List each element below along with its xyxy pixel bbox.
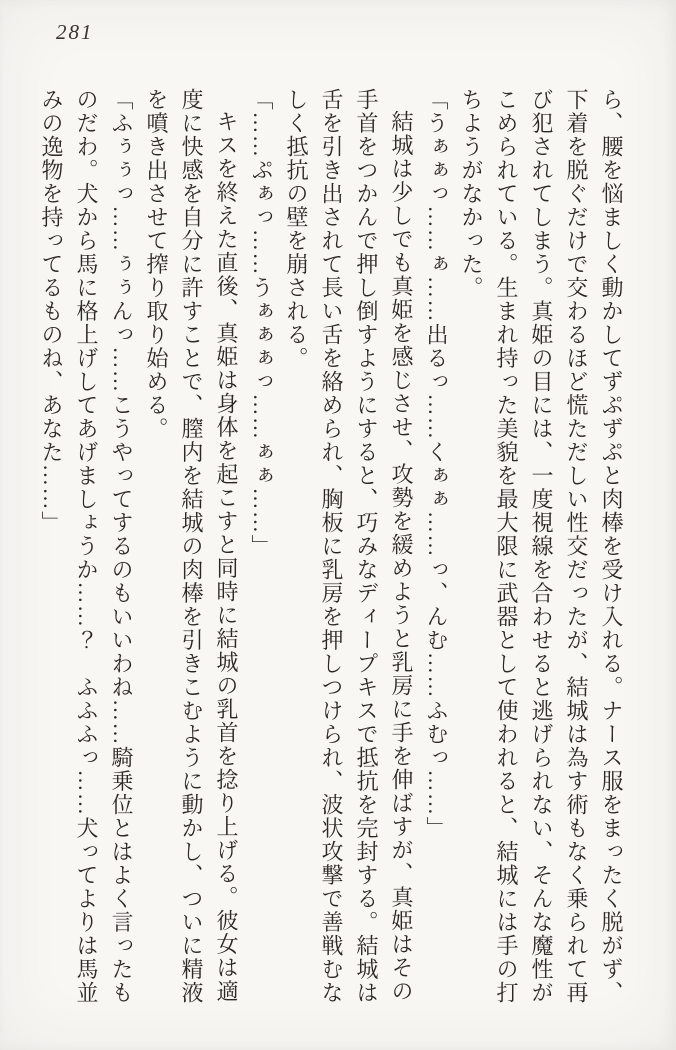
dialogue-paragraph: 「ふぅぅっ……ぅぅんっ……こうやってするのもいいわね……騎乗位とはよく言ったものだわ。犬から馬に格上げしてあげましょうか……？ ふふふっ……犬ってよりは馬並みの逸物を持ってるものね、あなた……」 xyxy=(39,88,134,1005)
body-text-block xyxy=(33,88,629,1012)
narrative-paragraph: ら、腰を悩ましく動かしてずぷずぷと肉棒を受け入れる。ナース服をまったく脱がず、下着を脱ぐだけで交わるほど慌ただしい性交だったが、結城は為す術もなく乗られて再び犯されてしまう。真姫の目には、一度視線を合わせると逃げられない、そんな魔性がこめられている。生まれ持った美貌を最大限に武器として使われると、結城には手の打ちようがなかった。 xyxy=(459,88,624,1005)
narrative-paragraph: 結城は少しでも真姫を感じさせ、攻勢を緩めようと乳房に手を伸ばすが、真姫はその手首をつかんで押し倒すようにすると、巧みなディープキスで抵抗を完封する。結城は舌を引き出されて長い舌を絡められ、胸板に乳房を押しつけられ、波状攻撃で善戦むなしく抵抗の壁を崩される。 xyxy=(284,88,414,1005)
narrative-paragraph: キスを終えた直後、真姫は身体を起こすと同時に結城の乳首を捻り上げる。彼女は適度に快感を自分に許すことで、膣内を結城の肉棒を引きこむように動かし、ついに精液を噴き出させて搾り取り始める。 xyxy=(144,88,239,1005)
page-number: 281 xyxy=(56,20,94,44)
dialogue-paragraph: 「うぁぁっ……ぁ……出るっ……くぁぁ……っ、んむ……ふむっ……」 xyxy=(424,88,449,840)
dialogue-paragraph: 「……ぷぁっ……うぁぁぁっ……ぁぁ……」 xyxy=(249,88,274,558)
